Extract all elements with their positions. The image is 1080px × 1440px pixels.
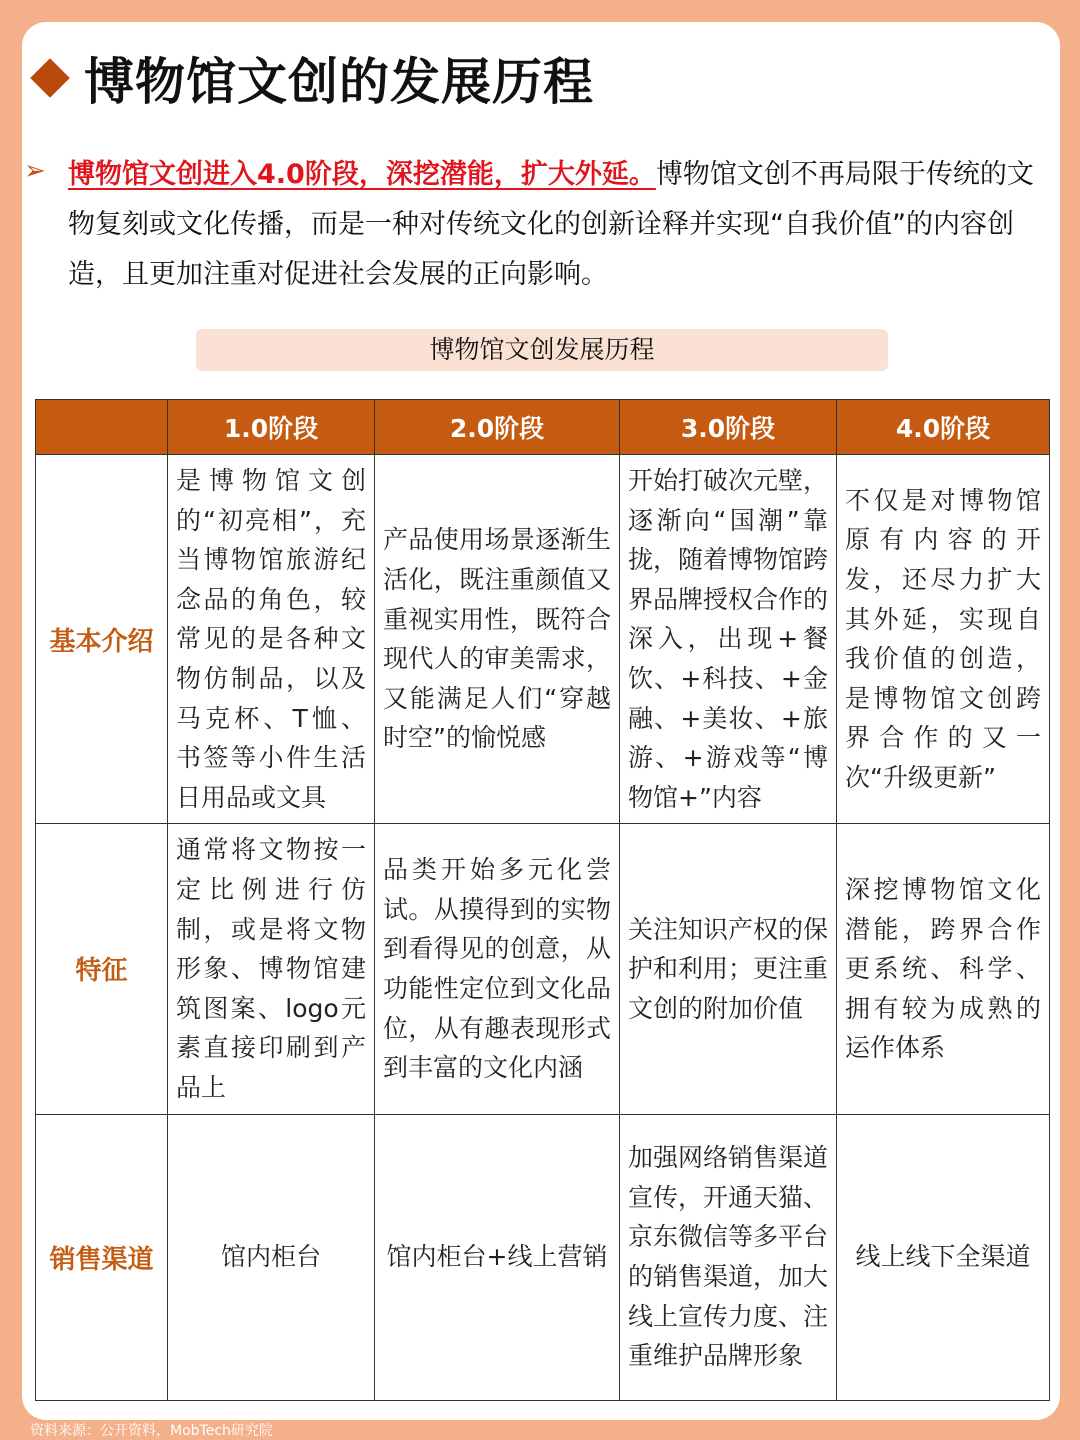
table-title: 博物馆文创发展历程 (196, 329, 888, 371)
intro-paragraph (24, 150, 1054, 300)
intro-body: 博物馆文创不再局限于传统的文物复刻或文化传播，而是一种对传统文化的创新诠释并实现“自我价值”的内容创造，且更加注重对促进社会发展的正向影响。 (68, 159, 1034, 290)
row-header: 特征 (36, 824, 168, 1114)
table-cell: 馆内柜台 (168, 1114, 375, 1400)
stages-table (35, 399, 1050, 1401)
table-row (36, 824, 1050, 1114)
source-footnote: 资料来源：公开资料，MobTech研究院 (30, 1423, 273, 1439)
column-header: 1.0阶段 (168, 400, 375, 455)
table-cell: 品类开始多元化尝试。从摸得到的实物到看得见的创意，从功能性定位到文化品位，从有趣表现形式到丰富的文化内涵 (375, 824, 620, 1114)
table-cell: 关注知识产权的保护和利用；更注重文创的附加价值 (620, 824, 837, 1114)
table-cell: 馆内柜台+线上营销 (375, 1114, 620, 1400)
page-title: 博物馆文创的发展历程 (84, 53, 594, 111)
table-row (36, 1114, 1050, 1400)
table-header-row (36, 400, 1050, 455)
table-corner-cell (36, 400, 168, 455)
table-cell: 产品使用场景逐渐生活化，既注重颜值又重视实用性，既符合现代人的审美需求，又能满足人们“穿越时空”的愉悦感 (375, 455, 620, 824)
page-title-row (30, 46, 594, 110)
table-cell: 不仅是对博物馆原有内容的开发，还尽力扩大其外延，实现自我价值的创造，是博物馆文创跨界合作的又一次“升级更新” (837, 455, 1050, 824)
column-header: 3.0阶段 (620, 400, 837, 455)
column-header: 2.0阶段 (375, 400, 620, 455)
table-cell: 是博物馆文创的“初亮相”，充当博物馆旅游纪念品的角色，较常见的是各种文物仿制品，以及马克杯、T恤、书签等小件生活日用品或文具 (168, 455, 375, 824)
table-cell: 开始打破次元壁，逐渐向“国潮”靠拢，随着博物馆跨界品牌授权合作的深入，出现+餐饮、+科技、+金融、+美妆、+旅游、+游戏等“博物馆+”内容 (620, 455, 837, 824)
table-cell: 线上线下全渠道 (837, 1114, 1050, 1400)
column-header: 4.0阶段 (837, 400, 1050, 455)
intro-highlight: 博物馆文创进入4.0阶段，深挖潜能，扩大外延。 (68, 159, 656, 190)
table-row (36, 455, 1050, 824)
row-header: 基本介绍 (36, 455, 168, 824)
table-cell: 深挖博物馆文化潜能，跨界合作更系统、科学、拥有较为成熟的运作体系 (837, 824, 1050, 1114)
diamond-bullet-icon (30, 58, 70, 98)
intro-text (68, 150, 1054, 300)
row-header: 销售渠道 (36, 1114, 168, 1400)
table-cell: 通常将文物按一定比例进行仿制，或是将文物形象、博物馆建筑图案、logo元素直接印刷到产品上 (168, 824, 375, 1114)
arrow-bullet-icon: ➢ (24, 156, 46, 186)
table-cell: 加强网络销售渠道宣传，开通天猫、京东微信等多平台的销售渠道，加大线上宣传力度、注重维护品牌形象 (620, 1114, 837, 1400)
